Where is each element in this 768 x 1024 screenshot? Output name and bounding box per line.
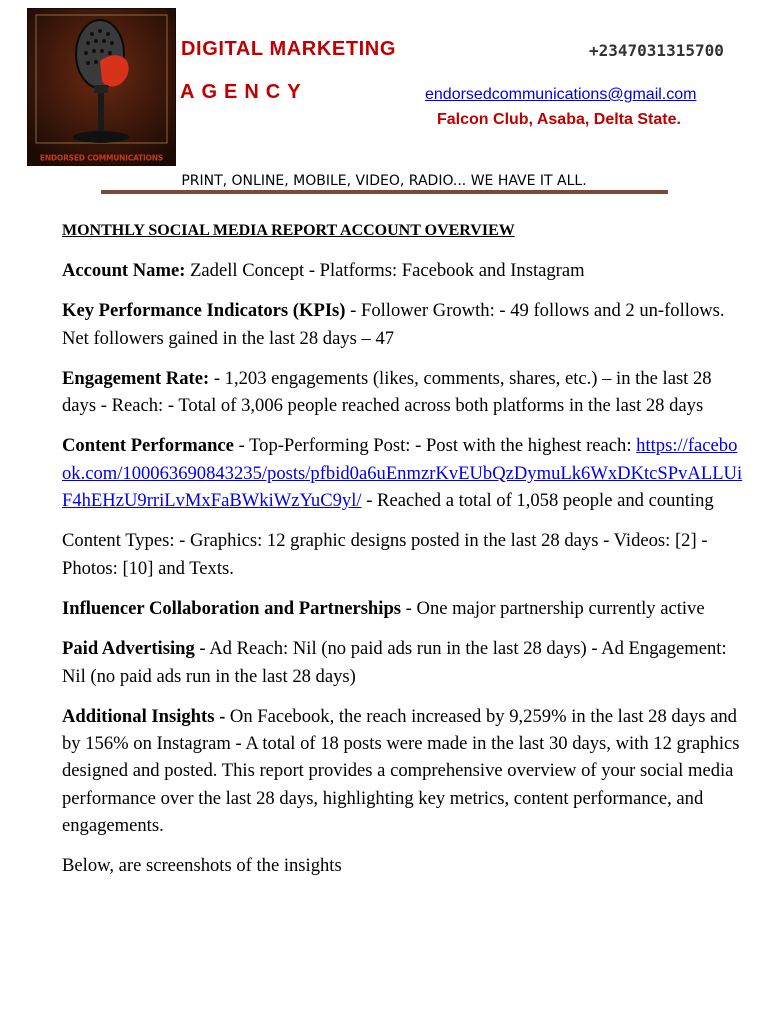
- content-performance-label: Content Performance: [62, 435, 234, 457]
- tagline: PRINT, ONLINE, MOBILE, VIDEO, RADIO... WE HAVE IT ALL.: [181, 173, 587, 189]
- account-paragraph: [62, 257, 744, 284]
- kpi-text: - Follower Growth: - 49 follows and 2 un-follows. Net followers gained in the last 28 days – 47: [62, 300, 725, 349]
- closing-paragraph: Below, are screenshots of the insights: [62, 855, 342, 877]
- paid-advertising-paragraph: [62, 635, 744, 690]
- address: Falcon Club, Asaba, Delta State.: [437, 111, 681, 128]
- engagement-label: Engagement Rate:: [62, 367, 210, 389]
- email-link[interactable]: endorsedcommunications@gmail.com: [425, 86, 697, 103]
- phone-number: +2347031315700: [589, 41, 724, 60]
- engagement-paragraph: [62, 365, 744, 420]
- insights-text: On Facebook, the reach increased by 9,259% in the last 28 days and by 156% on Instagram - A total of 18 posts were made in the last 30 days, with 12 graphics designed and posted. This report provides a comprehensive overview of your social media performance over the last 28 days, highlighting key metrics, content performance, and engagements.: [62, 705, 740, 837]
- header-divider: [101, 190, 668, 194]
- content-types-paragraph: Content Types: - Graphics: 12 graphic designs posted in the last 28 days - Videos: [2] - Photos: [10] and Texts.: [62, 530, 708, 579]
- influencer-text: - One major partnership currently active: [401, 597, 705, 619]
- account-text: Zadell Concept - Platforms: Facebook and Instagram: [185, 260, 585, 281]
- influencer-label: Influencer Collaboration and Partnerships: [62, 597, 402, 619]
- report-body: [62, 221, 744, 893]
- microphone-icon: [28, 9, 175, 165]
- kpi-label: Key Performance Indicators (KPIs): [62, 300, 346, 322]
- agency-title-line2: AGENCY: [180, 81, 308, 103]
- logo-caption: ENDORSED COMMUNICATIONS: [39, 152, 164, 163]
- agency-title-line1: DIGITAL MARKETING: [181, 38, 397, 60]
- agency-logo: [27, 8, 176, 166]
- paid-advertising-label: Paid Advertising: [62, 638, 195, 660]
- kpi-paragraph: [62, 297, 744, 352]
- engagement-text: - 1,203 engagements (likes, comments, shares, etc.) – in the last 28 days - Reach: - Total of 3,006 people reached across both platforms in the last 28 days: [62, 367, 712, 417]
- influencer-paragraph: [62, 595, 744, 622]
- insights-paragraph: [62, 703, 744, 839]
- content-performance-text: - Top-Performing Post: - Post with the highest reach:: [233, 435, 637, 457]
- report-title: MONTHLY SOCIAL MEDIA REPORT ACCOUNT OVERVIEW: [62, 222, 515, 239]
- top-post-link[interactable]: https://facebook.com/100063690843235/posts/pfbid0a6uEnmzrKvEUbQzDymuLk6WxDKtcSPvALLUiF4hEHzU9rriLvMxFaBWkiWzYuC9yl/: [62, 435, 743, 512]
- content-performance-after: - Reached a total of 1,058 people and counting: [361, 490, 714, 512]
- insights-label: Additional Insights -: [62, 705, 226, 727]
- content-performance-paragraph: [62, 432, 744, 514]
- account-label: Account Name:: [62, 260, 186, 281]
- paid-advertising-text: - Ad Reach: Nil (no paid ads run in the last 28 days) - Ad Engagement: Nil (no paid ads run in the last 28 days): [62, 638, 727, 687]
